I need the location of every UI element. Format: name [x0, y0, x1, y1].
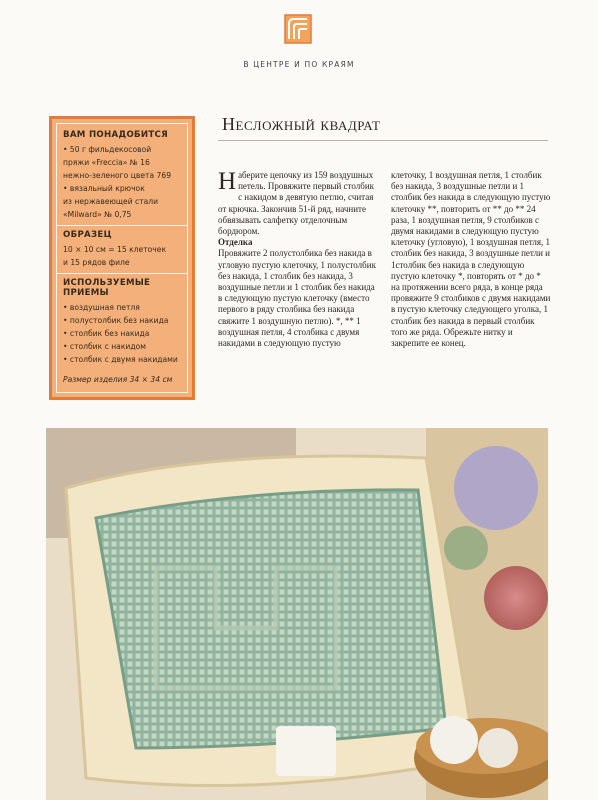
pillow-photo: [46, 428, 548, 800]
techniques-heading: ИСПОЛЬЗУЕМЫЕ ПРИЕМЫ: [63, 278, 151, 298]
pillow-illustration: [46, 428, 548, 800]
article-title: Несложный квадрат: [222, 114, 381, 134]
technique-item: • столбик с двумя накидами: [63, 355, 178, 364]
article-column-right: [391, 170, 551, 349]
technique-item: • полустолбик без накида: [63, 316, 169, 325]
sample-line: и 15 рядов филе: [63, 258, 130, 267]
finish-heading: Отделка: [218, 237, 253, 248]
materials-line: нежно-зеленого цвета 769: [63, 171, 172, 180]
technique-item: • столбик без накида: [63, 329, 150, 338]
intro-text: аберите цепочку из 159 воздушных петель. Провяжите первый столбик с накидом в девятую петлю, считая от крючка. Закончив 51-й ряд, начните обвязывать салфетку отделочным бордюром.: [218, 170, 375, 237]
materials-sidebar: [49, 116, 195, 400]
section-title: В ЦЕНТРЕ И ПО КРАЯМ: [243, 60, 355, 69]
materials-line: • вязальный крючок: [63, 184, 145, 193]
title-divider: [218, 140, 548, 141]
technique-item: • столбик с накидом: [63, 342, 146, 351]
materials-heading: ВАМ ПОНАДОБИТСЯ: [63, 130, 169, 140]
technique-item: • воздушная петля: [63, 303, 140, 312]
materials-line: пряжи «Freccia» № 16: [63, 158, 150, 167]
finish-text-continued: клеточку, 1 воздушная петля, 1 столбик без накида, 3 воздушные петли и 1 столбик без накида в следующую пустую клеточку **, повторить от ** до ** 24 раза, 1 воздушная петля, 9 столбиков с двумя накидами в следующую пустую клеточку (угловую), 1 воздушная петля, 1 столбик без накида, 3 воздушные петли и 1столбик без накида в следующую пустую клеточку *, повторять от * до * на протяжении всего ряда, в конце ряда провяжите 9 столбиков с двумя накидами в пустую клеточку следующего уголка, 1 столбик без накида в первый столбик того же ряда. Обрежьте нитку и закрепите ее конец.: [391, 170, 551, 349]
finish-text: Провяжите 2 полустолбика без накида в угловую пустую клеточку, 1 полустолбик без накида, 1 столбик без накида, 3 воздушные петли и 1 столбик без накида в следующую пустую клеточку (вместо первого в ряду столбика без накида свяжите 1 воздушную петлю). *, ** 1 воздушная петля, 4 столбика с двумя накидами в следующую пустую: [218, 248, 376, 349]
article-column-left: [218, 170, 378, 349]
publisher-logo: [284, 14, 312, 44]
sample-heading: ОБРАЗЕЦ: [63, 230, 112, 240]
sample-line: 10 × 10 см = 15 клеточек: [63, 245, 167, 254]
intro-paragraph: [218, 170, 378, 237]
materials-line: • 50 г фильдекосовой: [63, 145, 152, 154]
size-note: Размер изделия 34 × 34 см: [63, 375, 173, 384]
materials-line: из нержавеющей стали: [63, 197, 159, 206]
drop-cap: Н: [218, 168, 237, 195]
materials-line: «Milward» № 0,75: [63, 210, 132, 219]
